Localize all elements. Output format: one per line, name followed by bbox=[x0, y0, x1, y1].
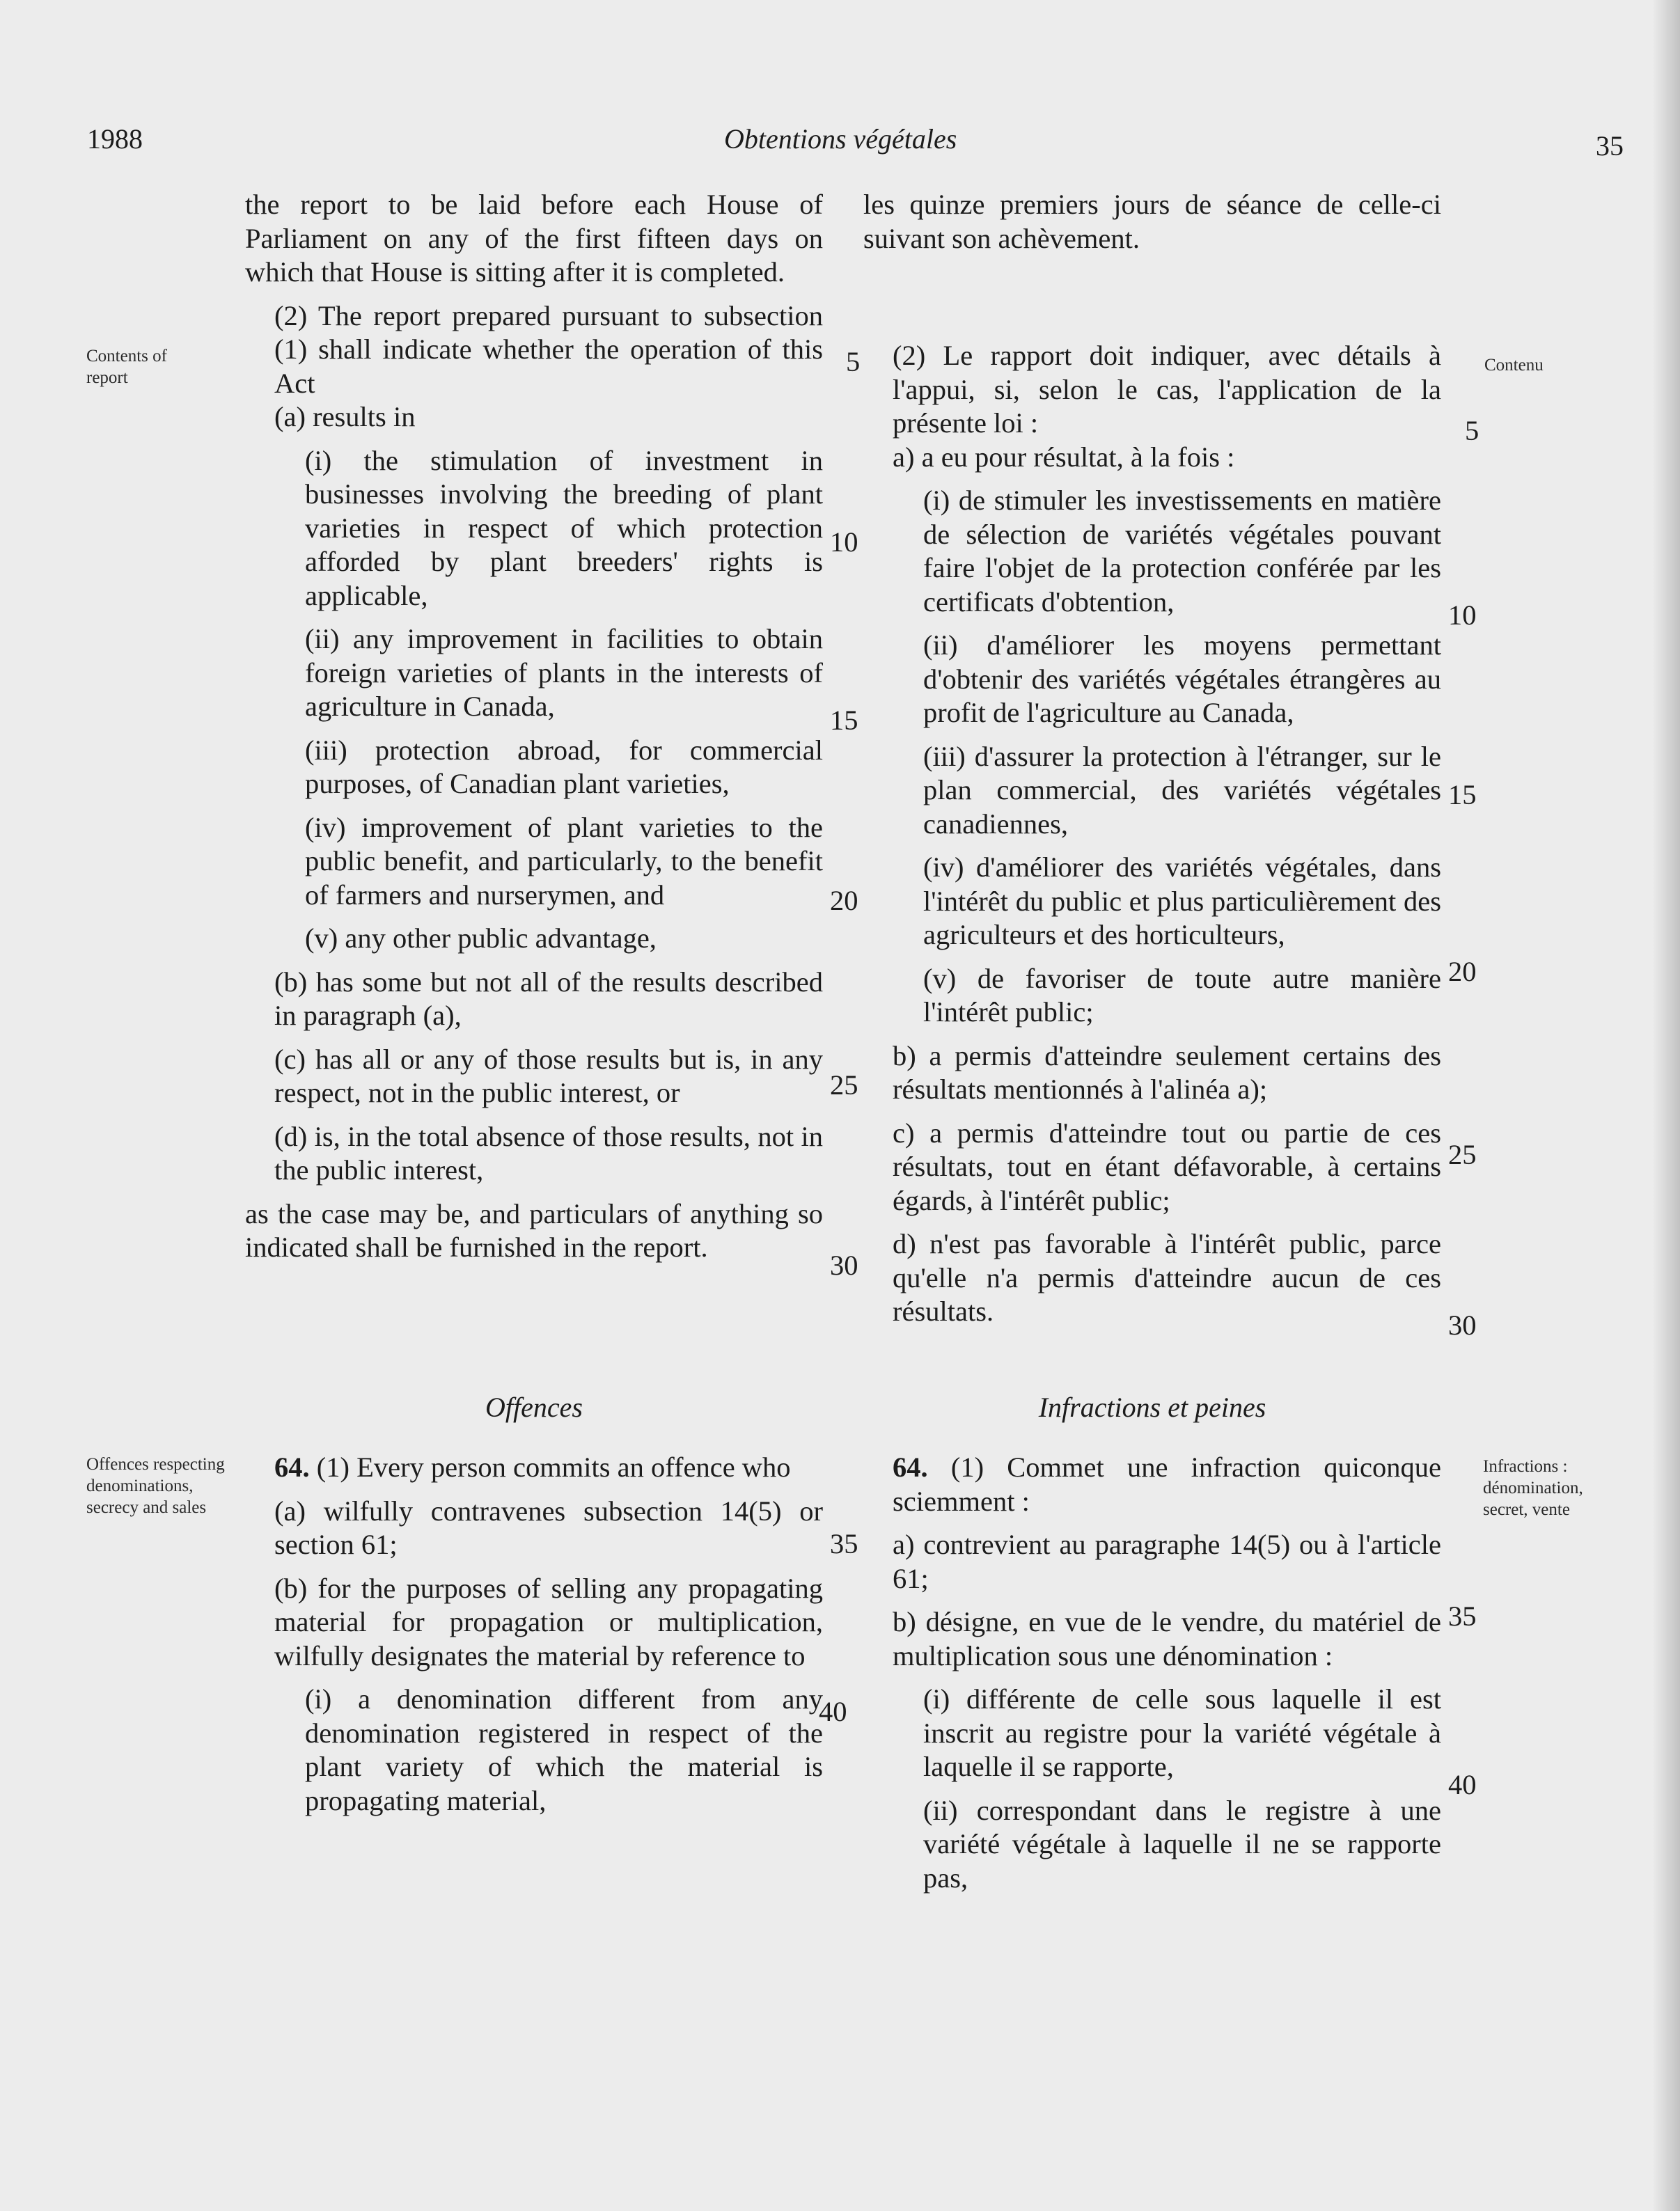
french-para-a-iv: (iv) d'améliorer des variétés végétales, dans l'intérêt du public et plus particulièrement des agriculteurs et des horticulteurs, bbox=[923, 851, 1441, 950]
french-section-64-b: b) désigne, en vue de le vendre, du matériel de multiplication sous une dénomination : bbox=[893, 1606, 1441, 1671]
english-para-c: (c) has all or any of those results but is, in any respect, not in the public interest, or bbox=[274, 1043, 823, 1108]
english-para-a: (a) results in bbox=[274, 401, 416, 432]
english-section-64: 64. (1) Every person commits an offence who bbox=[274, 1451, 791, 1483]
page-number: 35 bbox=[1596, 130, 1624, 162]
header-title: Obtentions végétales bbox=[724, 123, 957, 155]
french-section-64-b-ii: (ii) correspondant dans le registre à une variété végétale à laquelle il ne se rapporte pas, bbox=[923, 1794, 1441, 1894]
line-number-en-40: 40 bbox=[819, 1696, 847, 1727]
english-para-a-ii: (ii) any improvement in facilities to obtain foreign varieties of plants in the interests of agriculture in Canada, bbox=[305, 623, 823, 722]
section-number: 64. bbox=[893, 1451, 928, 1483]
french-para-a-iii: (iii) d'assurer la protection à l'étranger, sur le plan commercial, des variétés végétales canadiennes, bbox=[923, 740, 1441, 840]
english-para-a-iv: (iv) improvement of plant varieties to the public benefit, and particularly, to the benefit of farmers and nurserymen, and bbox=[305, 811, 823, 911]
english-section-64-b: (b) for the purposes of selling any propagating material for propagation or multiplication, wilfully designates the material by reference to bbox=[274, 1572, 823, 1671]
french-para-a: a) a eu pour résultat, à la fois : bbox=[893, 441, 1235, 473]
french-para-a-i: (i) de stimuler les investissements en matière de sélection de variétés végétales pouvant faire l'objet de la protection conférée par les certificats d'obtention, bbox=[923, 485, 1441, 617]
french-paragraph-continuation: les quinze premiers jours de séance de celle-ci suivant son achèvement. bbox=[863, 189, 1441, 254]
french-heading-infractions: Infractions et peines bbox=[1038, 1392, 1266, 1423]
french-subsection-2: (2) Le rapport doit indiquer, avec détails à l'appui, si, selon le cas, l'application de la présente loi : bbox=[893, 340, 1441, 439]
french-column-part2 bbox=[863, 1451, 1441, 1895]
line-number-fr-40: 40 bbox=[1448, 1769, 1477, 1800]
section-number: 64. bbox=[274, 1451, 310, 1483]
line-number-en-30: 30 bbox=[830, 1250, 858, 1281]
english-heading-offences: Offences bbox=[485, 1392, 583, 1423]
header-year: 1988 bbox=[87, 123, 143, 155]
line-number-fr-10: 10 bbox=[1448, 599, 1477, 631]
french-section-64: 64. (1) Commet une infraction quiconque sciemment : bbox=[893, 1451, 1441, 1517]
french-section-64-b-i: (i) différente de celle sous laquelle il est inscrit au registre pour la variété végétale à laquelle il se rapporte, bbox=[923, 1683, 1441, 1782]
line-number-fr-5: 5 bbox=[1465, 415, 1479, 446]
english-column-part1 bbox=[245, 188, 823, 1265]
french-para-a-ii: (ii) d'améliorer les moyens permettant d'obtenir des variétés végétales étrangères au profit de l'agriculture au Canada, bbox=[923, 629, 1441, 728]
line-number-en-35: 35 bbox=[830, 1528, 858, 1559]
margin-note-offences-en: Offences respecting denominations, secrecy and sales bbox=[86, 1455, 225, 1517]
english-subsection-2: (2) The report prepared pursuant to subsection (1) shall indicate whether the operation of this Act bbox=[274, 299, 823, 399]
english-para-b: (b) has some but not all of the results described in paragraph (a), bbox=[274, 966, 823, 1031]
french-column-part1 bbox=[863, 188, 1441, 1329]
line-number-en-10: 10 bbox=[830, 526, 858, 558]
french-para-d: d) n'est pas favorable à l'intérêt public, parce qu'elle n'a permis d'atteindre aucun de ces résultats. bbox=[893, 1228, 1441, 1327]
line-number-en-5: 5 bbox=[846, 346, 861, 377]
english-closing-text: as the case may be, and particulars of anything so indicated shall be furnished in the report. bbox=[245, 1197, 823, 1263]
line-number-fr-25: 25 bbox=[1448, 1139, 1477, 1170]
french-para-a-v: (v) de favoriser de toute autre manière l'intérêt public; bbox=[923, 962, 1441, 1028]
french-section-64-a: a) contrevient au paragraphe 14(5) ou à l'article 61; bbox=[893, 1529, 1441, 1594]
margin-note-contents-en: Contents of report bbox=[86, 347, 167, 387]
english-column-part2 bbox=[245, 1451, 823, 1818]
english-para-a-v: (v) any other public advantage, bbox=[305, 922, 657, 954]
english-para-d: (d) is, in the total absence of those results, not in the public interest, bbox=[274, 1120, 823, 1186]
french-para-b: b) a permis d'atteindre seulement certains des résultats mentionnés à l'alinéa a); bbox=[893, 1039, 1441, 1105]
english-section-64-a: (a) wilfully contravenes subsection 14(5) or section 61; bbox=[274, 1495, 823, 1560]
french-para-c: c) a permis d'atteindre tout ou partie de ces résultats, tout en étant défavorable, à certains égards, à l'intérêt public; bbox=[893, 1117, 1441, 1216]
line-number-fr-20: 20 bbox=[1448, 956, 1477, 987]
margin-note-contents-fr: Contenu bbox=[1484, 356, 1544, 375]
english-paragraph-continuation: the report to be laid before each House of Parliament on any of the first fifteen days on which that House is sitting after it is completed. bbox=[245, 189, 823, 288]
line-number-en-20: 20 bbox=[830, 885, 858, 916]
line-number-en-25: 25 bbox=[830, 1069, 858, 1101]
line-number-fr-15: 15 bbox=[1448, 779, 1477, 810]
line-number-fr-30: 30 bbox=[1448, 1309, 1477, 1341]
margin-note-offences-fr: Infractions : dénomination, secret, vente bbox=[1483, 1457, 1583, 1519]
english-para-a-i: (i) the stimulation of investment in businesses involving the breeding of plant varieties in respect of which protection afforded by plant breeders' rights is applicable, bbox=[305, 444, 823, 611]
line-number-en-15: 15 bbox=[830, 705, 858, 736]
english-para-a-iii: (iii) protection abroad, for commercial purposes, of Canadian plant varieties, bbox=[305, 734, 823, 799]
line-number-fr-35: 35 bbox=[1448, 1600, 1477, 1632]
english-section-64-b-i: (i) a denomination different from any denomination registered in respect of the plant variety of which the material is propagating material, bbox=[305, 1683, 823, 1816]
page-edge-shadow bbox=[1652, 0, 1680, 2211]
